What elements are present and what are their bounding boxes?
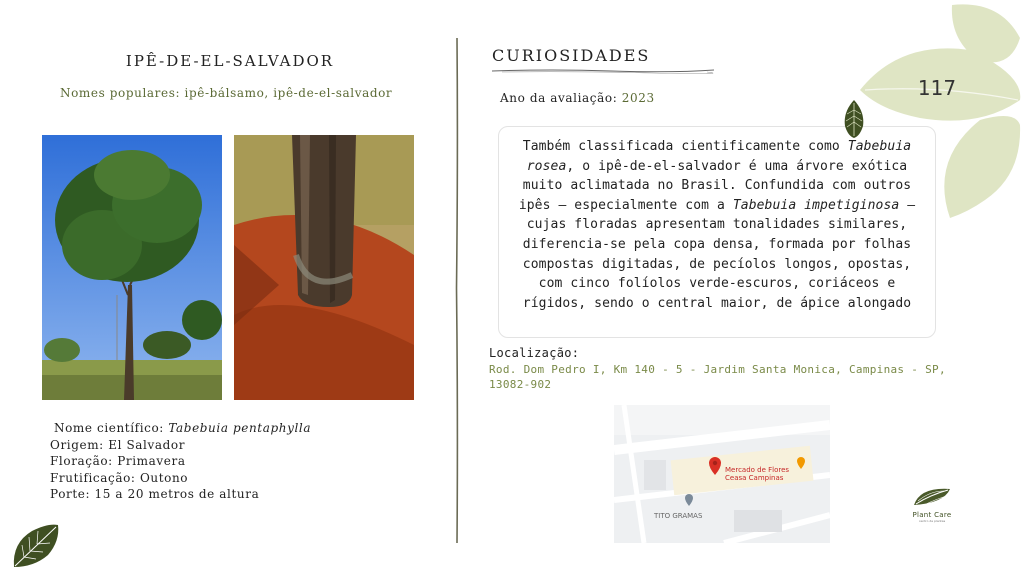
origin: Origem: El Salvador [50,437,186,452]
logo-name: Plant Care [912,511,952,519]
small-leaf-icon [843,100,865,138]
logo-leaf-icon [910,485,954,507]
size: Porte: 15 a 20 metros de altura [50,487,260,501]
location-address: Rod. Dom Pedro I, Km 140 - 5 - Jardim Santa Monica, Campinas - SP, 13082-902 [489,363,946,391]
scientific-name: Nome científico: Tabebuia pentaphylla [54,421,312,435]
page-number: 117 [917,76,957,100]
trunk-photo [234,135,414,400]
curiosities-text: Também classificada cientificamente como Tabebuia rosea, o ipê-de-el-salvador é uma árvore exótica muito aclimatada no Brasil. Confundida com outros ipês – especialmente com a Tabebuia impetiginosa – cujas floradas apresentam tonalidades similares, diferencia-se pela copa densa, formada por folhas compostas digitadas, de pecíolos longos, opostas, com cinco folíolos verde-escuros, coriáceos e rígidos, sendo o central maior, de ápice alongado [498,126,936,338]
map-place-name: Mercado de Flores Ceasa Campinas [725,466,790,482]
flowering: Floração: Primavera [50,454,186,468]
plant-facts [50,420,311,503]
location-label: Localização: [489,346,580,360]
column-divider [455,38,459,543]
map-place-secondary: TITO GRAMAS [654,512,703,520]
location-map[interactable] [614,405,830,543]
evaluation-year: Ano da avaliação: 2023 [500,91,655,105]
plant-title: IPÊ-DE-EL-SALVADOR [125,52,335,70]
logo-tagline: centro de plantas [918,519,946,523]
section-title: CURIOSIDADES [492,46,651,65]
decorative-leaves-icon [860,0,1024,225]
plant-care-logo [900,485,964,529]
title-underline [492,68,714,74]
bottom-leaf-icon [12,523,60,568]
fruiting: Frutificação: Outono [50,470,189,485]
popular-names: Nomes populares: ipê-bálsamo, ipê-de-el-salvador [60,86,393,100]
tree-photo [42,135,222,400]
